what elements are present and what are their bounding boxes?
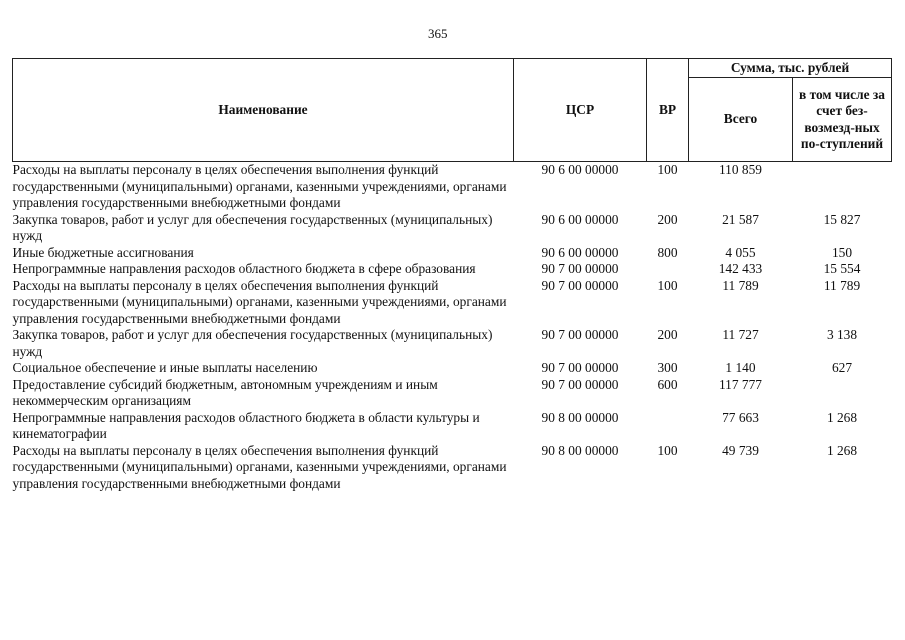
header-sum: Сумма, тыс. рублей xyxy=(689,59,892,78)
header-vr: ВР xyxy=(647,59,689,162)
row-vr xyxy=(647,410,689,443)
header-name: Наименование xyxy=(13,59,514,162)
row-vr: 300 xyxy=(657,360,678,375)
row-csr: 90 7 00 00000 xyxy=(541,277,619,293)
row-free-receipts: 15 827 xyxy=(823,211,861,227)
row-name: Предоставление субсидий бюджетным, автономным учреждениям и иным некоммерческим организациям xyxy=(12,376,438,408)
row-free-receipts: 627 xyxy=(831,360,853,375)
row-name: Закупка товаров, работ и услуг для обеспечения государственных (муниципальных) нужд xyxy=(12,327,493,359)
row-vr: 600 xyxy=(657,376,678,392)
table-row xyxy=(13,162,892,212)
row-name: Непрограммные направления расходов областного бюджета в области культуры и кинематографии xyxy=(12,409,480,441)
row-name: Расходы на выплаты персоналу в целях обеспечения выполнения функций государственными (муниципальными) органами, казенными учреждениями, органами управления государственными внебюджетными фондами xyxy=(12,442,507,491)
row-csr: 90 8 00 00000 xyxy=(541,442,619,458)
row-csr: 90 7 00 00000 xyxy=(541,327,619,342)
row-csr: 90 6 00 00000 xyxy=(541,162,619,177)
table-row xyxy=(13,377,892,410)
header-csr: ЦСР xyxy=(514,59,647,162)
row-csr: 90 7 00 00000 xyxy=(541,261,619,276)
row-free-receipts: 11 789 xyxy=(823,277,861,293)
row-total: 117 777 xyxy=(718,376,763,392)
row-name: Закупка товаров, работ и услуг для обеспечения государственных (муниципальных) нужд xyxy=(12,211,493,243)
row-total: 1 140 xyxy=(725,360,756,375)
row-free-receipts: 150 xyxy=(831,244,853,260)
row-vr: 100 xyxy=(657,277,678,293)
budget-table xyxy=(12,58,892,492)
row-total: 110 859 xyxy=(718,162,763,177)
row-vr: 200 xyxy=(657,211,678,227)
row-vr: 200 xyxy=(657,327,678,342)
header-total: Всего xyxy=(689,78,793,162)
row-name: Социальное обеспечение и иные выплаты населению xyxy=(12,360,318,375)
row-name: Расходы на выплаты персоналу в целях обеспечения выполнения функций государственными (муниципальными) органами, казенными учреждениями, органами управления государственными внебюджетными фондами xyxy=(12,162,507,210)
page-number: 365 xyxy=(428,26,448,41)
row-free-receipts: 1 268 xyxy=(826,442,858,458)
header-free-receipts: в том числе за счет без-возмезд-ных по-ступлений xyxy=(793,78,892,162)
row-free-receipts: 15 554 xyxy=(823,261,861,276)
row-name: Расходы на выплаты персоналу в целях обеспечения выполнения функций государственными (муниципальными) органами, казенными учреждениями, органами управления государственными внебюджетными фондами xyxy=(12,277,507,326)
row-free-receipts: 1 268 xyxy=(826,409,858,425)
row-free-receipts: 3 138 xyxy=(826,327,858,342)
row-name: Непрограммные направления расходов областного бюджета в сфере образования xyxy=(12,261,476,276)
table-row xyxy=(13,443,892,493)
table-body xyxy=(13,162,892,493)
row-vr: 800 xyxy=(657,244,678,260)
table-header xyxy=(13,59,892,162)
row-total: 11 789 xyxy=(722,277,759,293)
table-row xyxy=(13,245,892,262)
row-csr: 90 6 00 00000 xyxy=(541,211,619,227)
row-name: Иные бюджетные ассигнования xyxy=(12,244,194,260)
row-vr xyxy=(647,261,689,278)
row-total: 142 433 xyxy=(718,261,763,276)
table-row xyxy=(13,212,892,245)
table-row xyxy=(13,327,892,360)
table-row xyxy=(13,410,892,443)
row-vr: 100 xyxy=(657,162,678,177)
row-free-receipts xyxy=(793,377,892,410)
table-row xyxy=(13,278,892,328)
row-free-receipts xyxy=(793,162,892,212)
row-vr: 100 xyxy=(657,442,678,458)
row-csr: 90 7 00 00000 xyxy=(541,376,619,392)
table-row xyxy=(13,360,892,377)
row-total: 4 055 xyxy=(725,244,756,260)
row-total: 49 739 xyxy=(722,442,759,458)
row-csr: 90 6 00 00000 xyxy=(541,244,619,260)
row-total: 11 727 xyxy=(722,327,759,342)
table-row xyxy=(13,261,892,278)
row-total: 77 663 xyxy=(722,409,759,425)
row-csr: 90 7 00 00000 xyxy=(541,360,619,375)
row-csr: 90 8 00 00000 xyxy=(541,409,619,425)
row-total: 21 587 xyxy=(722,211,759,227)
